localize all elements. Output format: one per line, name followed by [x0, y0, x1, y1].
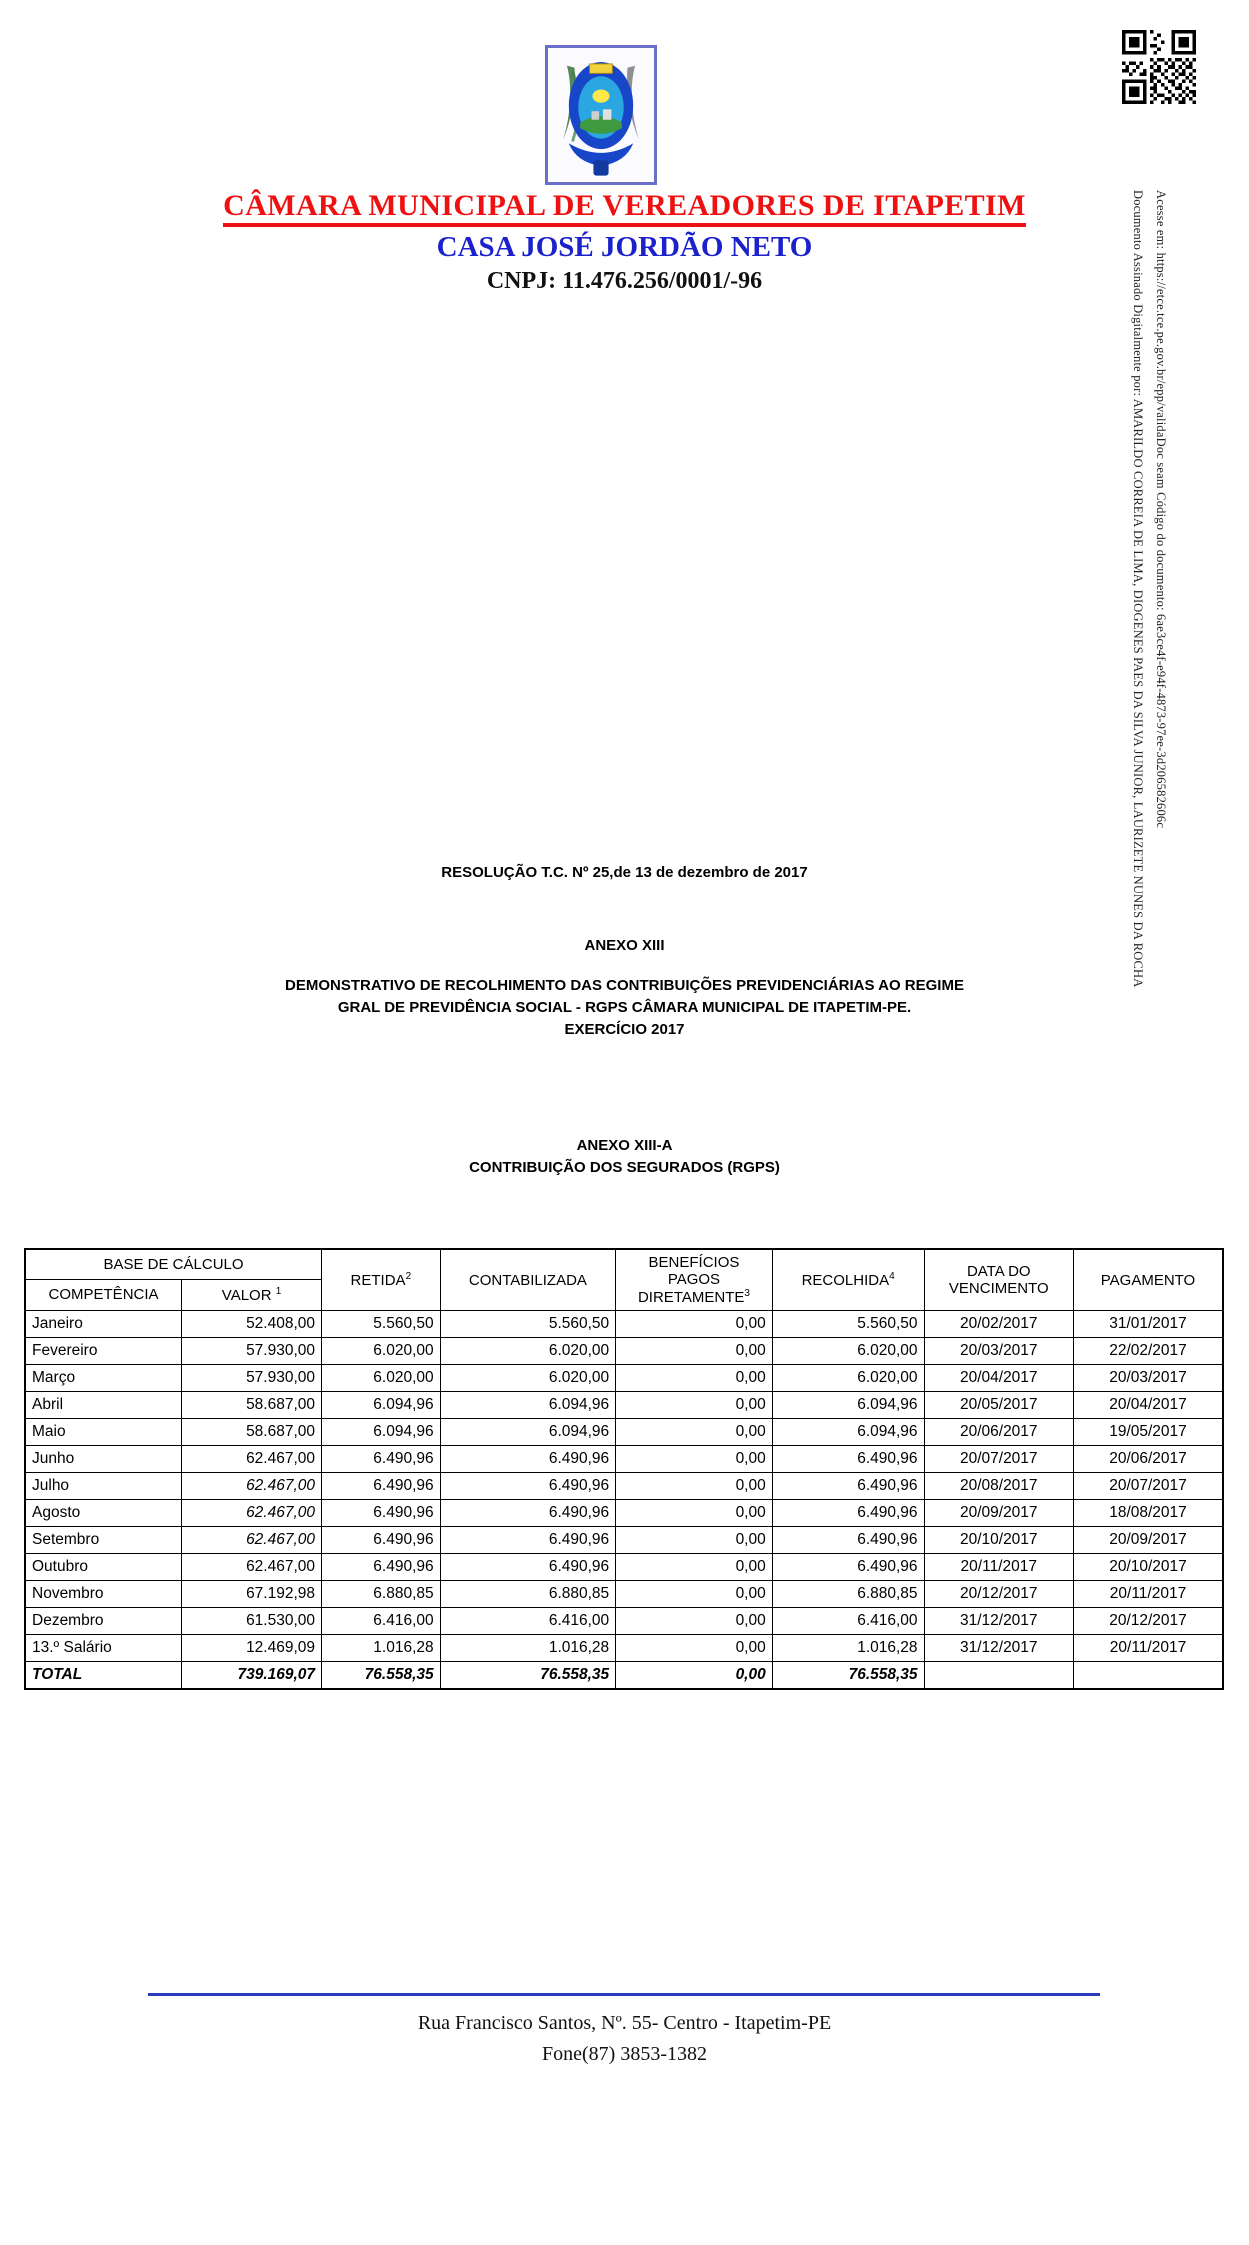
header-recolhida: RECOLHIDA$^4$ [772, 1249, 924, 1311]
cell-contabilizada: 6.490,96 [440, 1554, 616, 1581]
header-vencimento-l1: DATA DO [966, 1263, 1031, 1280]
header-contabilizada: CONTABILIZADA [440, 1249, 616, 1311]
cell-beneficios: 0,00 [616, 1581, 773, 1608]
table-row [25, 1635, 1223, 1662]
cell-retida: 6.490,96 [322, 1527, 441, 1554]
table-row [25, 1311, 1223, 1338]
cell-competencia: Agosto [25, 1500, 182, 1527]
cell-valor: 58.687,00 [182, 1419, 322, 1446]
cell-vencimento: 20/11/2017 [924, 1554, 1073, 1581]
cell-recolhida: 6.490,96 [772, 1500, 924, 1527]
cell-valor: 61.530,00 [182, 1608, 322, 1635]
cell-beneficios: 0,00 [616, 1392, 773, 1419]
cell-recolhida: 5.560,50 [772, 1311, 924, 1338]
cell-retida: 6.490,96 [322, 1500, 441, 1527]
table-body [25, 1311, 1223, 1690]
footnote-marker-2: 2 [405, 1271, 412, 1282]
cell-valor: 57.930,00 [182, 1338, 322, 1365]
cell-beneficios: 0,00 [616, 1338, 773, 1365]
cell-beneficios: 0,00 [616, 1635, 773, 1662]
cell-recolhida: 6.020,00 [772, 1365, 924, 1392]
header-beneficios-l2: PAGOS [667, 1271, 721, 1288]
anexo-a-line: ANEXO XIII-A [576, 1137, 673, 1154]
cell-beneficios: 0,00 [616, 1554, 773, 1581]
table-row [25, 1500, 1223, 1527]
header-retida: RETIDA$^2$ [322, 1249, 441, 1311]
total-beneficios: 0,00 [616, 1662, 773, 1690]
cell-valor: 62.467,00 [182, 1500, 322, 1527]
cell-valor: 12.469,09 [182, 1635, 322, 1662]
total-valor: 739.169,07 [182, 1662, 322, 1690]
table-total-row [25, 1662, 1223, 1690]
header-data-vencimento [924, 1249, 1073, 1311]
cell-vencimento: 20/12/2017 [924, 1581, 1073, 1608]
cell-recolhida: 6.094,96 [772, 1419, 924, 1446]
table-row [25, 1527, 1223, 1554]
qr-code-icon [1122, 30, 1196, 104]
cell-valor: 67.192,98 [182, 1581, 322, 1608]
cell-competencia: Julho [25, 1473, 182, 1500]
table-row [25, 1419, 1223, 1446]
anexo-a-caption [0, 1135, 1249, 1179]
cell-pagamento: 22/02/2017 [1073, 1338, 1223, 1365]
cell-pagamento: 20/07/2017 [1073, 1473, 1223, 1500]
header-beneficios [616, 1249, 773, 1311]
cell-valor: 62.467,00 [182, 1554, 322, 1581]
footer-phone: Fone(87) 3853-1382 [542, 2043, 707, 2065]
cell-pagamento: 20/12/2017 [1073, 1608, 1223, 1635]
cell-valor: 62.467,00 [182, 1446, 322, 1473]
cnpj-line: CNPJ: 11.476.256/0001/-96 [486, 267, 763, 294]
cell-pagamento: 20/04/2017 [1073, 1392, 1223, 1419]
cell-vencimento: 20/07/2017 [924, 1446, 1073, 1473]
table-row [25, 1554, 1223, 1581]
cell-beneficios: 0,00 [616, 1419, 773, 1446]
digital-signature-line-2: Acesse em: https://etce.tce.pe.gov.br/epp/validaDoc seam Código do documento: 6ae3ce4f-e94f-4873-97ee-3d206582606c [1154, 190, 1168, 829]
cell-competencia: Abril [25, 1392, 182, 1419]
cell-recolhida: 6.020,00 [772, 1338, 924, 1365]
cell-retida: 6.416,00 [322, 1608, 441, 1635]
document-header [0, 190, 1249, 296]
table-row [25, 1446, 1223, 1473]
cell-retida: 6.880,85 [322, 1581, 441, 1608]
resolution-caption: RESOLUÇÃO T.C. Nº 25,de 13 de dezembro de 2017 [441, 864, 808, 881]
header-pagamento: PAGAMENTO [1073, 1249, 1223, 1311]
cell-vencimento: 31/12/2017 [924, 1635, 1073, 1662]
cell-recolhida: 6.880,85 [772, 1581, 924, 1608]
cell-vencimento: 20/09/2017 [924, 1500, 1073, 1527]
cell-recolhida: 6.490,96 [772, 1446, 924, 1473]
cell-vencimento: 20/05/2017 [924, 1392, 1073, 1419]
cell-contabilizada: 6.490,96 [440, 1446, 616, 1473]
cell-beneficios: 0,00 [616, 1365, 773, 1392]
cell-valor: 62.467,00 [182, 1527, 322, 1554]
cell-pagamento: 31/01/2017 [1073, 1311, 1223, 1338]
cell-beneficios: 0,00 [616, 1527, 773, 1554]
cell-competencia: Maio [25, 1419, 182, 1446]
cell-pagamento: 20/09/2017 [1073, 1527, 1223, 1554]
cell-beneficios: 0,00 [616, 1473, 773, 1500]
cell-valor: 52.408,00 [182, 1311, 322, 1338]
table-row [25, 1581, 1223, 1608]
footnote-marker-3: 3 [744, 1288, 750, 1299]
cell-recolhida: 1.016,28 [772, 1635, 924, 1662]
cell-competencia: 13.º Salário [25, 1635, 182, 1662]
cell-retida: 5.560,50 [322, 1311, 441, 1338]
cell-recolhida: 6.094,96 [772, 1392, 924, 1419]
page-subtitle: CASA JOSÉ JORDÃO NETO [436, 230, 813, 263]
page-title: CÂMARA MUNICIPAL DE VEREADORES DE ITAPETIM [223, 190, 1026, 227]
cell-valor: 62.467,00 [182, 1473, 322, 1500]
cell-contabilizada: 6.880,85 [440, 1581, 616, 1608]
demonstrativo-line-3: EXERCÍCIO 2017 [564, 1020, 685, 1038]
cell-contabilizada: 6.416,00 [440, 1608, 616, 1635]
cell-competencia: Novembro [25, 1581, 182, 1608]
cell-vencimento: 20/06/2017 [924, 1419, 1073, 1446]
cell-competencia: Fevereiro [25, 1338, 182, 1365]
table-row [25, 1365, 1223, 1392]
demonstrativo-line-1: DEMONSTRATIVO DE RECOLHIMENTO DAS CONTRIBUIÇÕES PREVIDENCIÁRIAS AO REGIME [285, 977, 964, 994]
total-recolhida: 76.558,35 [772, 1662, 924, 1690]
cell-contabilizada: 6.020,00 [440, 1365, 616, 1392]
cell-beneficios: 0,00 [616, 1311, 773, 1338]
table-row [25, 1473, 1223, 1500]
footnote-marker-1: 1 [275, 1285, 282, 1297]
table-row [25, 1392, 1223, 1419]
total-pagamento [1073, 1662, 1223, 1690]
cell-vencimento: 20/10/2017 [924, 1527, 1073, 1554]
demonstrativo-line-2: GRAL DE PREVIDÊNCIA SOCIAL - RGPS CÂMARA MUNICIPAL DE ITAPETIM-PE. [337, 998, 912, 1016]
cell-valor: 58.687,00 [182, 1392, 322, 1419]
coat-of-arms-icon [545, 45, 657, 185]
cell-contabilizada: 6.490,96 [440, 1473, 616, 1500]
footer-address: Rua Francisco Santos, Nº. 55- Centro - Itapetim-PE [417, 2012, 832, 2034]
header-vencimento-l2: VENCIMENTO [948, 1280, 1049, 1297]
cell-pagamento: 19/05/2017 [1073, 1419, 1223, 1446]
cell-retida: 6.020,00 [322, 1338, 441, 1365]
cell-beneficios: 0,00 [616, 1608, 773, 1635]
cell-vencimento: 31/12/2017 [924, 1608, 1073, 1635]
cell-retida: 6.490,96 [322, 1554, 441, 1581]
cell-retida: 6.094,96 [322, 1419, 441, 1446]
table-header-row-1 [25, 1249, 1223, 1279]
cell-pagamento: 18/08/2017 [1073, 1500, 1223, 1527]
cell-competencia: Março [25, 1365, 182, 1392]
cell-retida: 6.020,00 [322, 1365, 441, 1392]
cell-recolhida: 6.416,00 [772, 1608, 924, 1635]
cell-retida: 1.016,28 [322, 1635, 441, 1662]
table-row [25, 1338, 1223, 1365]
cell-competencia: Outubro [25, 1554, 182, 1581]
anexo-caption: ANEXO XIII [584, 937, 665, 954]
footnote-marker-4: 4 [889, 1271, 895, 1282]
contributions-table [24, 1248, 1224, 1690]
footer-divider [148, 1993, 1100, 1996]
digital-signature-line-1: Documento Assinado Digitalmente por: AMARILDO CORREIA DE LIMA, DIOGENES PAES DA SILVA JUNIOR, LAURIZETE NUNES DA ROCHA [1131, 190, 1145, 988]
cell-beneficios: 0,00 [616, 1446, 773, 1473]
cell-contabilizada: 5.560,50 [440, 1311, 616, 1338]
cell-pagamento: 20/11/2017 [1073, 1581, 1223, 1608]
cell-vencimento: 20/04/2017 [924, 1365, 1073, 1392]
demonstrativo-caption [0, 975, 1249, 1040]
header-base-calculo: BASE DE CÁLCULO [25, 1249, 322, 1279]
cell-beneficios: 0,00 [616, 1500, 773, 1527]
total-vencimento [924, 1662, 1073, 1690]
cell-contabilizada: 6.490,96 [440, 1527, 616, 1554]
cell-competencia: Setembro [25, 1527, 182, 1554]
cell-pagamento: 20/10/2017 [1073, 1554, 1223, 1581]
cell-vencimento: 20/08/2017 [924, 1473, 1073, 1500]
cell-pagamento: 20/11/2017 [1073, 1635, 1223, 1662]
cell-retida: 6.094,96 [322, 1392, 441, 1419]
total-contabilizada: 76.558,35 [440, 1662, 616, 1690]
total-retida: 76.558,35 [322, 1662, 441, 1690]
cell-retida: 6.490,96 [322, 1446, 441, 1473]
cell-pagamento: 20/06/2017 [1073, 1446, 1223, 1473]
cell-recolhida: 6.490,96 [772, 1554, 924, 1581]
header-beneficios-l3: DIRETAMENTE [637, 1289, 745, 1306]
cell-contabilizada: 6.020,00 [440, 1338, 616, 1365]
cell-competencia: Janeiro [25, 1311, 182, 1338]
cell-retida: 6.490,96 [322, 1473, 441, 1500]
cell-contabilizada: 6.490,96 [440, 1500, 616, 1527]
cell-vencimento: 20/02/2017 [924, 1311, 1073, 1338]
header-beneficios-l1: BENEFÍCIOS [648, 1254, 740, 1271]
contributions-table-wrapper [24, 1248, 1224, 1690]
table-row [25, 1608, 1223, 1635]
header-competencia: COMPETÊNCIA [25, 1279, 182, 1310]
cell-competencia: Dezembro [25, 1608, 182, 1635]
footer [0, 2008, 1249, 2070]
cell-contabilizada: 1.016,28 [440, 1635, 616, 1662]
header-valor: VALOR $^1$ [182, 1279, 322, 1310]
total-label: TOTAL [25, 1662, 182, 1690]
cell-contabilizada: 6.094,96 [440, 1419, 616, 1446]
table-head [25, 1249, 1223, 1311]
cell-vencimento: 20/03/2017 [924, 1338, 1073, 1365]
cell-pagamento: 20/03/2017 [1073, 1365, 1223, 1392]
cell-recolhida: 6.490,96 [772, 1473, 924, 1500]
contribuicao-line: CONTRIBUIÇÃO DOS SEGURADOS (RGPS) [469, 1158, 780, 1176]
cell-contabilizada: 6.094,96 [440, 1392, 616, 1419]
cell-recolhida: 6.490,96 [772, 1527, 924, 1554]
cell-valor: 57.930,00 [182, 1365, 322, 1392]
cell-competencia: Junho [25, 1446, 182, 1473]
